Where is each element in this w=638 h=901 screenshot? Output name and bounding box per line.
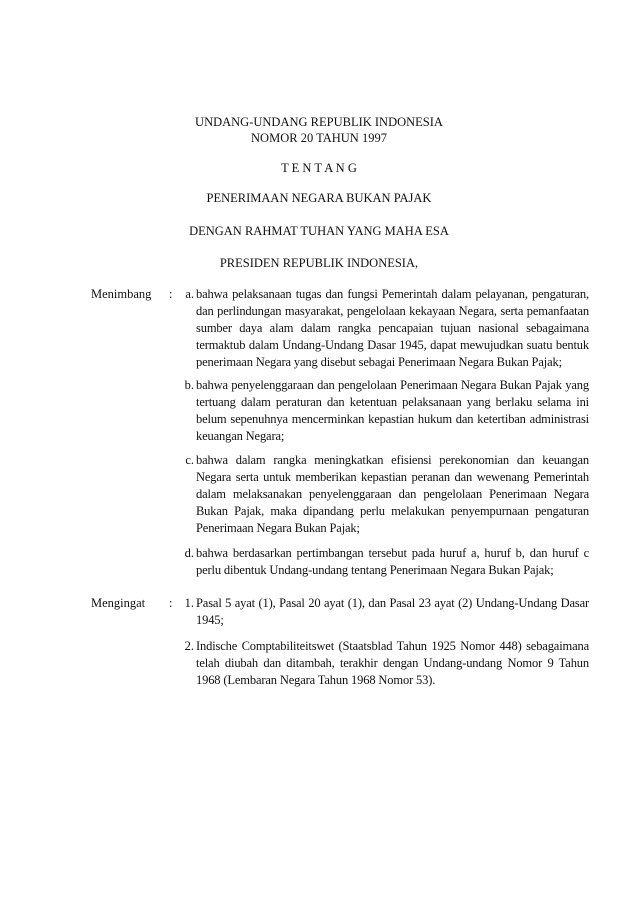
- menimbang-item-b: bahwa penyelenggaraan dan pengelolaan Penerimaan Negara Bukan Pajak yang tertuang dalam peraturan dan ketentuan pelaksanaan yang berlaku selama ini belum sepenuhnya mencerminkan kepastian hukum dan ketertiban administrasi keuangan Negara;: [196, 378, 589, 443]
- menimbang-marker-c: c.: [185, 453, 194, 467]
- menimbang-colon: :: [169, 287, 173, 301]
- law-number: NOMOR 20 TAHUN 1997: [251, 131, 387, 145]
- menimbang-item-a: bahwa pelaksanaan tugas dan fungsi Pemerintah dalam pelayanan, pengaturan, dan perlindungan masyarakat, pengelolaan kekayaan Negara, serta pemanfaatan sumber daya alam dalam rangka pencapaian tujuan nasional sebagaimana termaktub dalam Undang-Undang Dasar 1945, dapat mewujudkan suatu bentuk penerimaan Negara yang disebut sebagai Penerimaan Negara Bukan Pajak;: [196, 287, 589, 369]
- menimbang-item-d: bahwa berdasarkan pertimbangan tersebut pada huruf a, huruf b, dan huruf c perlu dibentuk Undang-undang tentang Penerimaan Negara Bukan Pajak;: [196, 546, 589, 577]
- menimbang-item-c: bahwa dalam rangka meningkatkan efisiensi perekonomian dan keuangan Negara serta untuk memberikan kepastian peranan dan wewenang Pemerintah dalam melaksanakan penyelenggaraan dan pengelolaan Penerimaan Negara Bukan Pajak, maka dipandang perlu melakukan penyempurnaan pengaturan Penerimaan Negara Bukan Pajak;: [196, 453, 589, 535]
- rahmat-line: DENGAN RAHMAT TUHAN YANG MAHA ESA: [189, 224, 449, 238]
- mengingat-item-1: Pasal 5 ayat (1), Pasal 20 ayat (1), dan Pasal 23 ayat (2) Undang-Undang Dasar 1945;: [196, 596, 589, 627]
- mengingat-item-2: Indische Comptabiliteitswet (Staatsblad Tahun 1925 Nomor 448) sebagaimana telah diubah dan ditambah, terakhir dengan Undang-undang Nomor 9 Tahun 1968 (Lembaran Negara Tahun 1968 Nomor 53).: [196, 639, 589, 687]
- mengingat-colon: :: [169, 596, 173, 610]
- menimbang-marker-a: a.: [185, 287, 194, 301]
- mengingat-marker-2: 2.: [184, 639, 194, 653]
- mengingat-label: Mengingat: [91, 596, 146, 610]
- mengingat-marker-1: 1.: [184, 596, 194, 610]
- tentang-heading: T E N T A N G: [281, 161, 357, 175]
- law-title: UNDANG-UNDANG REPUBLIK INDONESIA: [195, 115, 443, 129]
- presiden-line: PRESIDEN REPUBLIK INDONESIA,: [219, 256, 419, 270]
- menimbang-label: Menimbang: [91, 287, 152, 301]
- law-subject: PENERIMAAN NEGARA BUKAN PAJAK: [206, 191, 432, 205]
- menimbang-marker-d: d.: [184, 546, 194, 560]
- menimbang-marker-b: b.: [184, 378, 194, 392]
